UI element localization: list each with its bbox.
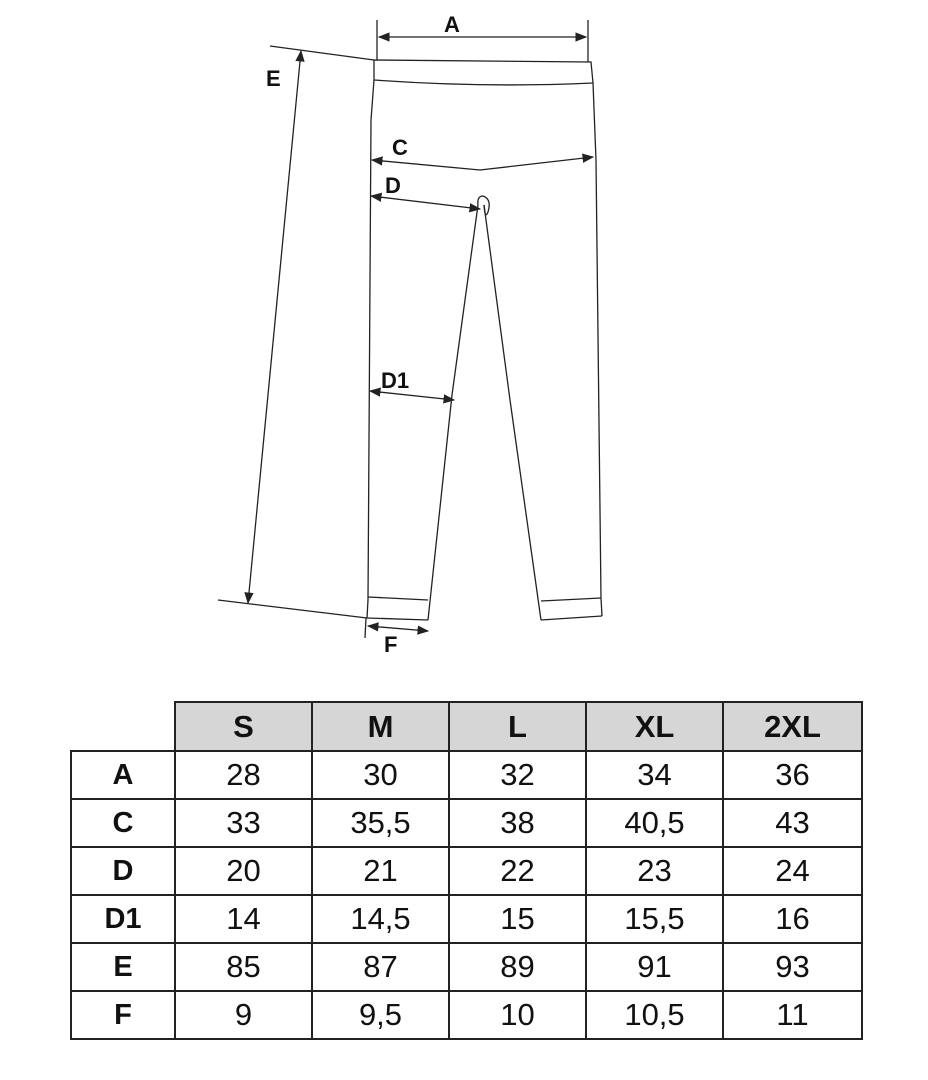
table-row bbox=[71, 799, 862, 847]
right-cuff bbox=[541, 598, 602, 620]
table-cell: 32 bbox=[449, 751, 586, 799]
f-extension bbox=[365, 618, 366, 638]
table-cell: 10 bbox=[449, 991, 586, 1039]
table-cell: 11 bbox=[723, 991, 862, 1039]
f-arrow bbox=[368, 626, 428, 631]
corner-cell bbox=[71, 702, 175, 751]
table-cell: 28 bbox=[175, 751, 312, 799]
table-cell: 10,5 bbox=[586, 991, 723, 1039]
table-cell: 9 bbox=[175, 991, 312, 1039]
label-d: D bbox=[385, 173, 401, 198]
label-d1: D1 bbox=[381, 368, 410, 393]
measurement-label: F bbox=[71, 991, 175, 1039]
table-cell: 40,5 bbox=[586, 799, 723, 847]
size-header: L bbox=[449, 702, 586, 751]
table-cell: 22 bbox=[449, 847, 586, 895]
label-c: C bbox=[392, 135, 408, 160]
table-cell: 34 bbox=[586, 751, 723, 799]
table-row bbox=[71, 895, 862, 943]
left-leg-inner bbox=[428, 205, 478, 620]
table-cell: 30 bbox=[312, 751, 449, 799]
table-cell: 16 bbox=[723, 895, 862, 943]
table-cell: 15,5 bbox=[586, 895, 723, 943]
label-a: A bbox=[444, 12, 460, 37]
table-cell: 20 bbox=[175, 847, 312, 895]
table-row bbox=[71, 943, 862, 991]
measurement-label: D1 bbox=[71, 895, 175, 943]
table-row bbox=[71, 847, 862, 895]
table-cell: 35,5 bbox=[312, 799, 449, 847]
e-arrow bbox=[248, 51, 301, 603]
table-cell: 21 bbox=[312, 847, 449, 895]
table-cell: 36 bbox=[723, 751, 862, 799]
table-cell: 23 bbox=[586, 847, 723, 895]
table-cell: 85 bbox=[175, 943, 312, 991]
table-cell: 9,5 bbox=[312, 991, 449, 1039]
size-header: M bbox=[312, 702, 449, 751]
table-cell: 24 bbox=[723, 847, 862, 895]
label-e: E bbox=[266, 66, 281, 91]
table-cell: 87 bbox=[312, 943, 449, 991]
right-leg-inner bbox=[484, 205, 541, 620]
table-cell: 38 bbox=[449, 799, 586, 847]
measurement-label: D bbox=[71, 847, 175, 895]
crotch-seam bbox=[478, 196, 489, 215]
table-row bbox=[71, 751, 862, 799]
waistband bbox=[374, 60, 593, 85]
size-header: S bbox=[175, 702, 312, 751]
measurement-lines bbox=[218, 20, 593, 638]
size-header: 2XL bbox=[723, 702, 862, 751]
table-cell: 14 bbox=[175, 895, 312, 943]
e-extension-bottom bbox=[218, 600, 367, 618]
table-cell: 93 bbox=[723, 943, 862, 991]
table-cell: 43 bbox=[723, 799, 862, 847]
size-chart-table bbox=[70, 701, 863, 1040]
right-leg-outer bbox=[593, 83, 602, 616]
e-extension-top bbox=[270, 46, 374, 60]
size-header: XL bbox=[586, 702, 723, 751]
table-cell: 89 bbox=[449, 943, 586, 991]
measurement-label: C bbox=[71, 799, 175, 847]
table-cell: 15 bbox=[449, 895, 586, 943]
measurement-label: E bbox=[71, 943, 175, 991]
table-cell: 91 bbox=[586, 943, 723, 991]
table-cell: 33 bbox=[175, 799, 312, 847]
left-cuff bbox=[367, 597, 428, 620]
table-row bbox=[71, 991, 862, 1039]
label-f: F bbox=[384, 632, 398, 657]
measurement-label: A bbox=[71, 751, 175, 799]
table-cell: 14,5 bbox=[312, 895, 449, 943]
size-header-row bbox=[71, 702, 862, 751]
